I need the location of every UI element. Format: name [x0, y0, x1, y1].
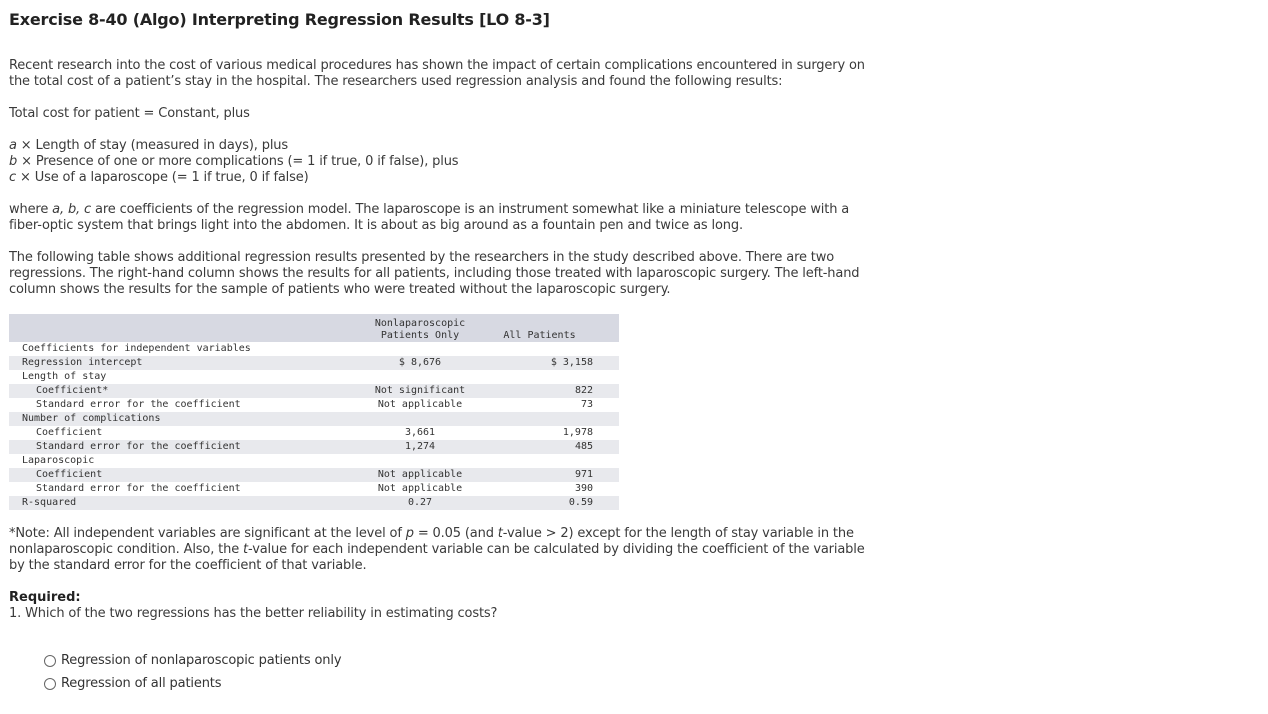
- row-label: Standard error for the coefficient: [36, 399, 241, 410]
- cell-nonlap: Not significant: [354, 384, 486, 398]
- var-c: c: [9, 170, 16, 185]
- table-row: [9, 398, 619, 412]
- regression-results-table: [9, 314, 619, 510]
- table-row: [9, 482, 619, 496]
- where-line-2: fiber-optic system that brings light into the abdomen. It is about as big around as a fountain pen and twice as long.: [9, 218, 743, 233]
- radio-button[interactable]: [44, 655, 56, 667]
- note-l1-b: = 0.05 (and: [413, 526, 498, 541]
- cell-nonlap: 1,274: [354, 440, 486, 454]
- var-a: a: [9, 138, 17, 153]
- cell-all: [486, 412, 619, 426]
- formula-total: Total cost for patient = Constant, plus: [9, 106, 250, 121]
- required-label: Required:: [9, 590, 81, 605]
- cell-nonlap: [354, 370, 486, 384]
- row-label: Coefficient: [9, 468, 354, 482]
- cell-nonlap: Not applicable: [354, 468, 486, 482]
- option-label: Regression of all patients: [61, 676, 222, 691]
- cell-all: [486, 454, 619, 468]
- cell-nonlap: $ 8,676: [354, 356, 486, 370]
- table-row: [9, 412, 619, 426]
- exercise-title: Exercise 8-40 (Algo) Interpreting Regression Results [LO 8-3]: [9, 10, 550, 29]
- cell-all: [486, 342, 619, 356]
- cell-all: [486, 370, 619, 384]
- term-c: × Use of a laparoscope (= 1 if true, 0 if false): [16, 170, 309, 185]
- note-l1-a: *Note: All independent variables are significant at the level of: [9, 526, 406, 541]
- table-row: [9, 440, 619, 454]
- note-t-var: t: [497, 526, 503, 541]
- where-paragraph: [9, 202, 849, 234]
- header-nonlaparoscopic: [354, 314, 486, 342]
- cell-all: 822: [486, 384, 619, 398]
- note-l2-b: -value for each independent variable can be calculated by dividing the coefficient of the variable: [248, 542, 865, 557]
- intro-paragraph: [9, 58, 865, 90]
- formula-terms: [9, 138, 458, 186]
- option-all-patients[interactable]: [44, 676, 221, 691]
- cell-all: 971: [486, 468, 619, 482]
- term-b: × Presence of one or more complications (= 1 if true, 0 if false), plus: [17, 154, 459, 169]
- cell-all: 0.59: [486, 496, 619, 510]
- where-vars: a, b, c: [52, 202, 92, 217]
- note-l3: by the standard error for the coefficient of that variable.: [9, 558, 367, 573]
- intro-line-1: Recent research into the cost of various medical procedures has shown the impact of certain complications encountered in surgery on: [9, 58, 865, 73]
- intro-line-2: the total cost of a patient’s stay in the hospital. The researchers used regression analysis and found the following results:: [9, 74, 783, 89]
- cell-nonlap: [354, 412, 486, 426]
- note-paragraph: [9, 526, 865, 574]
- table-intro-line-1: The following table shows additional regression results presented by the researchers in the study described above. There are two: [9, 250, 835, 265]
- row-label: Coefficient*: [9, 384, 354, 398]
- row-label: Number of complications: [9, 412, 354, 426]
- cell-all: 73: [580, 399, 593, 410]
- cell-nonlap: [354, 342, 486, 356]
- required-question: 1. Which of the two regressions has the better reliability in estimating costs?: [9, 606, 498, 621]
- table-intro-line-2: regressions. The right-hand column shows the results for all patients, including those treated with laparoscopic surgery. The left-hand: [9, 266, 860, 281]
- header-nonlap-line-1: Nonlaparoscopic: [374, 318, 466, 329]
- where-line-1: are coefficients of the regression model. The laparoscope is an instrument somewhat like a miniature telescope with a: [91, 202, 850, 217]
- table-row: [9, 370, 619, 384]
- var-b: b: [9, 154, 18, 169]
- table-header-row: [9, 314, 619, 342]
- cell-nonlap: Not applicable: [377, 483, 463, 494]
- note-p-var: p: [405, 526, 414, 541]
- row-label: Coefficients for independent variables: [22, 343, 251, 354]
- table-row: [9, 356, 619, 370]
- cell-nonlap: Not applicable: [377, 399, 463, 410]
- table-row: [9, 454, 619, 468]
- row-label: R-squared: [9, 496, 354, 510]
- term-a: × Length of stay (measured in days), plus: [16, 138, 289, 153]
- option-label: Regression of nonlaparoscopic patients only: [61, 653, 342, 668]
- cell-nonlap: 0.27: [354, 496, 486, 510]
- row-label: Laparoscopic: [22, 455, 95, 466]
- cell-all: 390: [574, 483, 593, 494]
- cell-all: 485: [486, 440, 619, 454]
- table-row: [9, 384, 619, 398]
- header-all-patients: All Patients: [486, 314, 619, 342]
- row-label: Length of stay: [22, 371, 107, 382]
- note-t-var-2: t: [243, 542, 248, 557]
- header-nonlap-line-2: Patients Only: [380, 330, 460, 341]
- table-row: [9, 468, 619, 482]
- table-row: [9, 426, 619, 440]
- table-intro-line-3: column shows the results for the sample of patients who were treated without the laparoscopic surgery.: [9, 282, 671, 297]
- table-row: [9, 342, 619, 356]
- row-label: Regression intercept: [9, 356, 354, 370]
- cell-all: $ 3,158: [486, 356, 619, 370]
- row-label: Standard error for the coefficient: [9, 440, 354, 454]
- option-nonlaparoscopic[interactable]: [44, 653, 341, 668]
- note-l2-a: nonlaparoscopic condition. Also, the: [9, 542, 244, 557]
- cell-all: 1,978: [562, 427, 593, 438]
- table-row: [9, 496, 619, 510]
- row-label: Standard error for the coefficient: [36, 483, 241, 494]
- header-label-cell: [9, 314, 354, 342]
- table-intro-paragraph: [9, 250, 859, 298]
- cell-nonlap: [354, 454, 486, 468]
- where-prefix: where: [9, 202, 53, 217]
- cell-nonlap: 3,661: [404, 427, 436, 438]
- row-label: Coefficient: [36, 427, 103, 438]
- radio-button[interactable]: [44, 678, 56, 690]
- note-l1-c: -value > 2) except for the length of stay variable in the: [502, 526, 854, 541]
